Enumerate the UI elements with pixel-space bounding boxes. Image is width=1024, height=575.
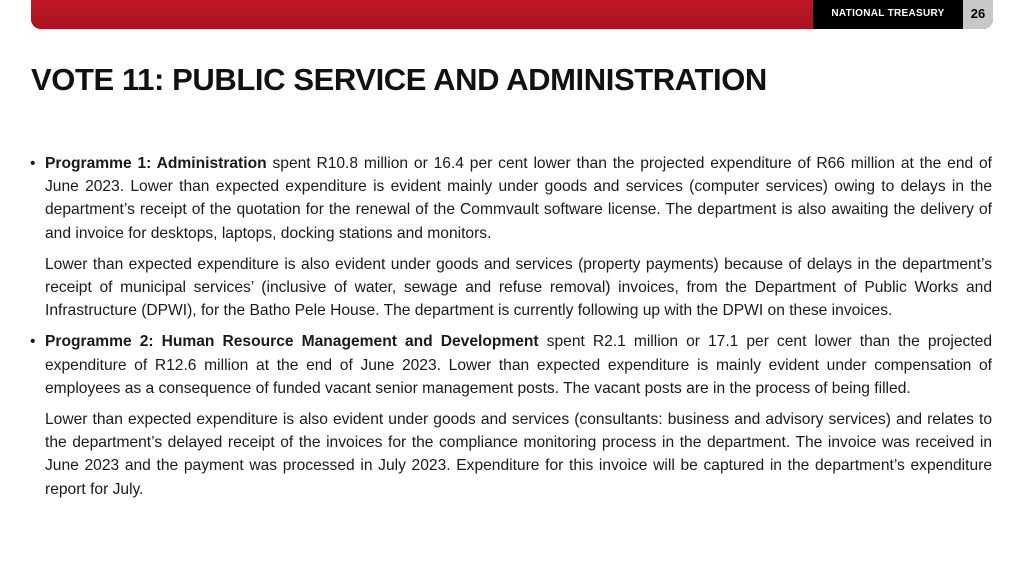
header-bar xyxy=(31,0,993,29)
programme-1-heading: Programme 1: Administration xyxy=(45,155,267,172)
slide-title: VOTE 11: PUBLIC SERVICE AND ADMINISTRATION xyxy=(31,62,767,97)
bullet-icon: • xyxy=(30,333,36,351)
programme-2-text: spent R2.1 million or 17.1 per cent lower than the projected expenditure of R12.6 million at the end of June 2023. Lower than expected expenditure is mainly evident under compensation of employees as a consequence of funded vacant senior management posts. The vacant posts are in the process of being filled. xyxy=(45,333,992,397)
bullet-icon: • xyxy=(30,155,36,172)
slide-body xyxy=(30,152,992,509)
page-number: 26 xyxy=(970,6,986,21)
programme-2-heading: Programme 2: Human Resource Management and Development xyxy=(45,333,539,351)
header-red-band xyxy=(31,0,813,29)
programme-2-paragraph xyxy=(30,330,992,400)
organization-label: NATIONAL TREASURY xyxy=(831,8,945,19)
programme-1-text: spent R10.8 million or 16.4 per cent lower than the projected expenditure of R66 million at the end of June 2023. Lower than expected expenditure is evident mainly under goods and services (computer services) owing to delays in the department’s receipt of the quotation for the renewal of the Commvault software license. The department is also awaiting the delivery of and invoice for desktops, laptops, docking stations and monitors. xyxy=(45,155,993,242)
programme-1-paragraph xyxy=(30,152,992,245)
programme-1-followup-paragraph: Lower than expected expenditure is also evident under goods and services (property payments) because of delays in the department’s receipt of municipal services’ (inclusive of water, sewage and refuse removal) invoices, from the Department of Public Works and Infrastructure (DPWI), for the Batho Pele House. The department is currently following up with the DPWI on these invoices. xyxy=(45,255,992,320)
organization-block xyxy=(813,0,963,29)
page-number-block xyxy=(963,0,993,29)
programme-2-followup-paragraph: Lower than expected expenditure is also evident under goods and services (consultants: business and advisory services) and relates to the department’s delayed receipt of the invoices for the compliance monitoring process in the department. The invoice was received in June 2023 and the payment was processed in July 2023. Expenditure for this invoice will be captured in the department’s expenditure report for July. xyxy=(45,411,992,498)
